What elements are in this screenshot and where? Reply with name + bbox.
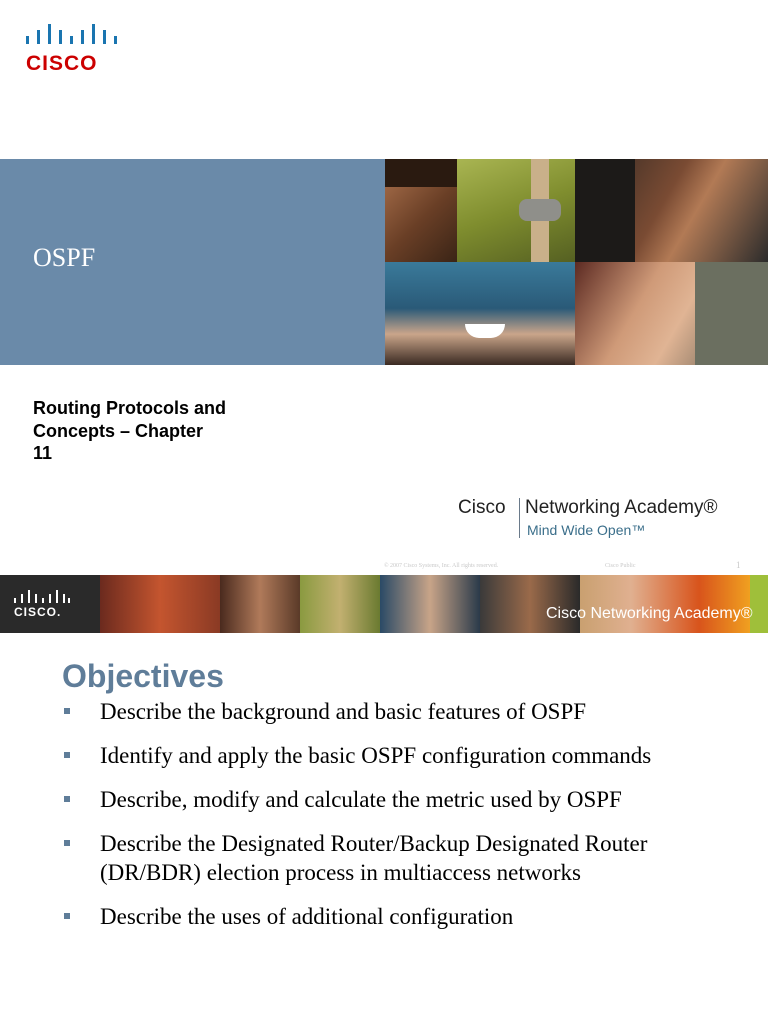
bullet-square-icon: [64, 840, 70, 846]
page-number: 1: [736, 560, 741, 570]
bullet-square-icon: [64, 913, 70, 919]
subtitle: Routing Protocols and Concepts – Chapter 11: [33, 398, 226, 463]
strip-photo-3: [300, 575, 380, 633]
bullet-text: Describe the Designated Router/Backup Designated Router (DR/BDR) election process in multiaccess networks: [100, 831, 648, 885]
photo-girl-hood: [385, 262, 575, 365]
list-item: [62, 902, 742, 931]
academy-cisco-text: Cisco: [458, 497, 506, 518]
academy-divider: [519, 498, 520, 538]
photo-young-woman: [575, 262, 768, 365]
strip-photo-2: [220, 575, 300, 633]
header-photo-strip: [0, 575, 768, 633]
academy-tagline: Mind Wide Open™: [527, 522, 646, 538]
objectives-title: Objectives: [62, 658, 224, 694]
objectives-slide: [0, 575, 768, 1024]
list-item: [62, 697, 742, 726]
photo-collage: [385, 159, 768, 365]
copyright-text: © 2007 Cisco Systems, Inc. All rights reserved.: [384, 563, 499, 569]
bullet-text: Describe the background and basic features of OSPF: [100, 699, 587, 724]
bullet-text: Describe the uses of additional configuration: [100, 904, 514, 929]
list-item: [62, 741, 742, 770]
strip-photo-4: [380, 575, 480, 633]
photo-man-right: [575, 159, 768, 262]
networking-academy-logo: [458, 497, 748, 543]
strip-academy-text: Cisco Networking Academy®: [546, 605, 753, 622]
cisco-logo: [26, 22, 118, 74]
strip-photo-1: [100, 575, 220, 633]
academy-name: Networking Academy®: [525, 497, 718, 518]
slide-title: OSPF: [33, 243, 96, 272]
photo-young-man: [385, 159, 457, 262]
bullet-square-icon: [64, 752, 70, 758]
strip-cisco-text: CISCO.: [14, 605, 62, 619]
bullet-square-icon: [64, 708, 70, 714]
strip-cisco-logo: [14, 589, 74, 621]
photo-skateboard: [457, 159, 575, 262]
cisco-bars-icon: [14, 589, 70, 605]
strip-photo-6: [580, 575, 750, 633]
bullet-text: Identify and apply the basic OSPF configuration commands: [100, 743, 652, 768]
list-item: [62, 785, 742, 814]
strip-photo-5: [480, 575, 580, 633]
cisco-bars-icon: [26, 22, 118, 48]
list-item: [62, 829, 742, 887]
strip-photo-7: [750, 575, 768, 633]
title-banner: [0, 159, 385, 365]
classification-text: Cisco Public: [605, 563, 636, 569]
objectives-list: [62, 697, 742, 946]
cisco-logo-text: CISCO: [26, 52, 98, 75]
bullet-square-icon: [64, 796, 70, 802]
bullet-text: Describe, modify and calculate the metric used by OSPF: [100, 787, 622, 812]
